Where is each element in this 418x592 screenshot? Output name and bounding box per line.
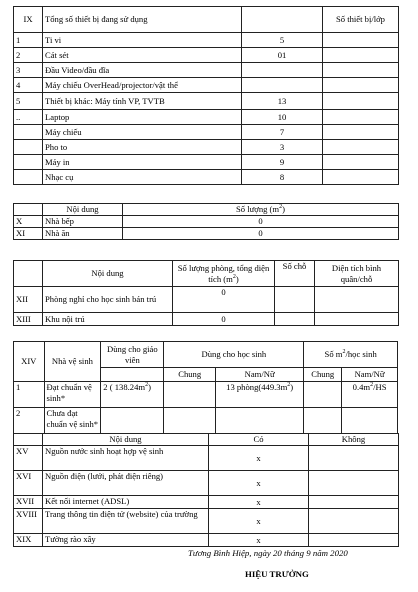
equipment-total: 13 <box>242 93 323 110</box>
row-number: 1 <box>14 33 43 48</box>
student-common-header: Chung <box>164 368 216 382</box>
dorm-beds <box>275 287 315 313</box>
kitchen-row <box>14 228 399 240</box>
toilet-name: Chưa đạt chuẩn vệ sinh* <box>44 408 101 434</box>
dorm-name: Khu nội trú <box>43 313 173 326</box>
equipment-code: IX <box>14 7 43 33</box>
facilities-header-content: Nội dung <box>43 434 209 446</box>
facilities-header-no: Không <box>309 434 399 446</box>
kitchen-header-qty: Số lượng $(m^2)$ <box>123 204 399 216</box>
row-code: XIII <box>14 313 43 326</box>
equipment-row <box>14 63 399 78</box>
equipment-row <box>14 155 399 170</box>
equipment-name: Nhạc cụ <box>43 170 242 185</box>
equipment-per-class <box>323 155 399 170</box>
row-number: .. <box>14 110 43 125</box>
student-gender-value: 13 $phòng(449.3m^2)$ <box>215 382 303 408</box>
facility-no <box>309 496 399 509</box>
toilet-code: XIV <box>14 342 45 382</box>
student-common-value <box>164 408 216 434</box>
dorm-header-content: Nội dung <box>43 261 173 287</box>
dorm-row <box>14 287 399 313</box>
equipment-total: 10 <box>242 110 323 125</box>
per-class-header: Số thiết bị/lớp <box>323 7 399 33</box>
facility-no <box>309 534 399 547</box>
row-code: XIX <box>14 534 43 547</box>
equipment-name: Thiết bị khác: Máy tính VP, TVTB <box>43 93 242 110</box>
equipment-table <box>13 6 399 185</box>
equipment-total: 7 <box>242 125 323 140</box>
area-common-header: Chung <box>304 368 342 382</box>
area-gender-header: Nam/Nữ <box>342 368 398 382</box>
row-code: XVIII <box>14 509 43 534</box>
equipment-row <box>14 93 399 110</box>
row-code: XII <box>14 287 43 313</box>
equipment-row <box>14 110 399 125</box>
dorm-avg <box>315 287 399 313</box>
equipment-per-class <box>323 48 399 63</box>
equipment-row <box>14 125 399 140</box>
area-common-value <box>304 408 342 434</box>
dorm-rooms: 0 <box>173 287 275 313</box>
equipment-per-class <box>323 33 399 48</box>
equipment-per-class <box>323 170 399 185</box>
equipment-row <box>14 78 399 93</box>
toilet-table <box>13 341 398 434</box>
facility-name: Tường rào xây <box>43 534 209 547</box>
row-number: 2 <box>14 408 45 434</box>
row-code: XI <box>14 228 43 240</box>
equipment-name: Máy chiếu <box>43 125 242 140</box>
toilet-name: Đạt chuẩn vệ sinh* <box>44 382 101 408</box>
kitchen-value: 0 <box>123 228 399 240</box>
row-number <box>14 140 43 155</box>
kitchen-row <box>14 216 399 228</box>
dorm-avg <box>315 313 399 326</box>
facility-name: Trang thông tin điện tử (website) của trường <box>43 509 209 534</box>
toilet-row <box>14 382 398 408</box>
facility-row <box>14 509 399 534</box>
toilet-title: Nhà vệ sinh <box>44 342 101 382</box>
facility-no <box>309 509 399 534</box>
equipment-name: Cát sét <box>43 48 242 63</box>
equipment-total: 8 <box>242 170 323 185</box>
row-number: 1 <box>14 382 45 408</box>
area-gender-value: $0.4m^2/HS$ <box>342 382 398 408</box>
dorm-rooms: 0 <box>173 313 275 326</box>
equipment-name: Laptop <box>43 110 242 125</box>
facility-yes: x <box>209 534 309 547</box>
equipment-total: 5 <box>242 33 323 48</box>
equipment-total: 9 <box>242 155 323 170</box>
kitchen-name: Nhà ăn <box>43 228 123 240</box>
equipment-per-class <box>323 125 399 140</box>
facility-row <box>14 446 399 471</box>
equipment-name: Đầu Video/đầu đĩa <box>43 63 242 78</box>
student-gender-header: Nam/Nữ <box>215 368 303 382</box>
row-number <box>14 155 43 170</box>
facility-yes: x <box>209 496 309 509</box>
kitchen-header-content: Nội dung <box>43 204 123 216</box>
signature-title: HIỆU TRƯỞNG <box>245 569 309 579</box>
row-number: 3 <box>14 63 43 78</box>
facility-yes: x <box>209 509 309 534</box>
dorm-header-rooms: Số lượng phòng, tổng diện tích $(m^2)$ <box>173 261 275 287</box>
toilet-row <box>14 408 398 434</box>
facility-yes: x <box>209 446 309 471</box>
row-code: XV <box>14 446 43 471</box>
row-number: 5 <box>14 93 43 110</box>
equipment-total <box>242 78 323 93</box>
student-header: Dùng cho học sinh <box>164 342 304 368</box>
kitchen-table <box>13 203 399 240</box>
row-code: XVI <box>14 471 43 496</box>
area-header: Số $m^2$/học sinh <box>304 342 398 368</box>
dorm-name: Phòng nghỉ cho học sinh bán trú <box>43 287 173 313</box>
dorm-header-avg: Diện tích bình quân/chỗ <box>315 261 399 287</box>
equipment-row <box>14 33 399 48</box>
row-code: X <box>14 216 43 228</box>
dorm-header-beds: Số chỗ <box>275 261 315 287</box>
teacher-value: 2 ( $138.24m^2$) <box>101 382 164 408</box>
equipment-name: Máy in <box>43 155 242 170</box>
facility-row <box>14 471 399 496</box>
facilities-table <box>13 433 399 547</box>
kitchen-name: Nhà bếp <box>43 216 123 228</box>
facility-yes: x <box>209 471 309 496</box>
equipment-name: Máy chiếu OverHead/projector/vật thể <box>43 78 242 93</box>
equipment-per-class <box>323 63 399 78</box>
facility-name: Nguồn điện (lưới, phát điện riêng) <box>43 471 209 496</box>
area-gender-value <box>342 408 398 434</box>
kitchen-value: 0 <box>123 216 399 228</box>
facility-row <box>14 534 399 547</box>
equipment-total <box>242 63 323 78</box>
row-code: XVII <box>14 496 43 509</box>
teacher-header: Dùng cho giáo viên <box>101 342 164 368</box>
facility-no <box>309 471 399 496</box>
area-common-value <box>304 382 342 408</box>
equipment-per-class <box>323 93 399 110</box>
row-number <box>14 170 43 185</box>
equipment-title: Tổng số thiết bị đang sử dụng <box>43 7 242 33</box>
signature-date: Tương Bình Hiệp, ngày 20 tháng 9 năm 2020 <box>188 548 348 558</box>
facility-no <box>309 446 399 471</box>
teacher-value <box>101 408 164 434</box>
student-common-value <box>164 382 216 408</box>
facility-name: Nguồn nước sinh hoạt hợp vệ sinh <box>43 446 209 471</box>
facilities-header-yes: Có <box>209 434 309 446</box>
student-gender-value <box>215 408 303 434</box>
dorm-row <box>14 313 399 326</box>
row-number <box>14 125 43 140</box>
equipment-row <box>14 48 399 63</box>
row-number: 2 <box>14 48 43 63</box>
equipment-per-class <box>323 78 399 93</box>
equipment-name: Pho to <box>43 140 242 155</box>
equipment-row <box>14 140 399 155</box>
facility-row <box>14 496 399 509</box>
dorm-table <box>13 260 399 326</box>
row-number: 4 <box>14 78 43 93</box>
equipment-name: Ti vi <box>43 33 242 48</box>
equipment-per-class <box>323 110 399 125</box>
equipment-row <box>14 170 399 185</box>
facility-name: Kết nối internet (ADSL) <box>43 496 209 509</box>
dorm-beds <box>275 313 315 326</box>
equipment-per-class <box>323 140 399 155</box>
equipment-total: 3 <box>242 140 323 155</box>
equipment-total: 01 <box>242 48 323 63</box>
